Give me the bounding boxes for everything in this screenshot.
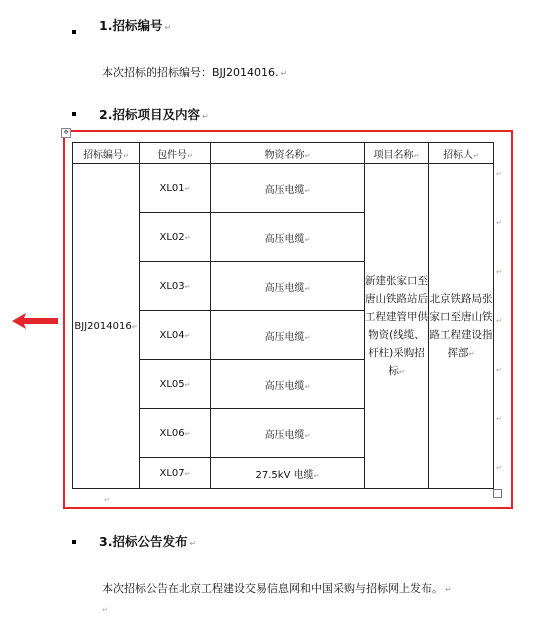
paragraph-mark: ↵: [102, 606, 108, 614]
header-project: 项目名称↵: [365, 143, 429, 164]
bullet-2: [72, 112, 76, 116]
table-header-row: [73, 143, 494, 164]
material-cell: 高压电缆↵: [211, 409, 365, 458]
bullet-3: [72, 540, 76, 544]
material-cell: 高压电缆↵: [211, 311, 365, 360]
bullet-1: [72, 30, 76, 34]
section-3-body: 本次招标公告在北京工程建设交易信息网和中国采购与招标网上发布。 ↵: [102, 582, 452, 595]
header-material: 物资名称↵: [211, 143, 365, 164]
package-cell: XL03↵: [140, 262, 211, 311]
package-cell: XL02↵: [140, 213, 211, 262]
paragraph-mark: ↵: [104, 496, 110, 504]
table-row: [73, 164, 494, 213]
project-name-cell: 新建张家口至唐山铁路站后工程建管甲供物资(线缆、杆柱)采购招标↵: [365, 164, 429, 489]
row-end-marks: ↵ ↵ ↵ ↵ ↵ ↵ ↵: [496, 170, 502, 472]
bid-table: [72, 142, 494, 489]
section-3-heading: 3.招标公告发布 ↵: [99, 534, 197, 549]
table-resize-handle-icon[interactable]: [493, 489, 502, 498]
left-arrow-icon: [12, 312, 60, 330]
header-tenderer: 招标人↵: [429, 143, 494, 164]
package-cell: XL04↵: [140, 311, 211, 360]
material-cell: 高压电缆↵: [211, 213, 365, 262]
table-move-handle-icon[interactable]: ✥: [61, 128, 71, 138]
package-cell: XL07↵: [140, 458, 211, 489]
section-1-heading: 1.招标编号 ↵: [99, 18, 172, 33]
package-cell: XL05↵: [140, 360, 211, 409]
package-cell: XL01↵: [140, 164, 211, 213]
header-bid-number: 招标编号↵: [73, 143, 140, 164]
section-1-body: 本次招标的招标编号：BJJ2014016. ↵: [102, 66, 288, 79]
package-cell: XL06↵: [140, 409, 211, 458]
bid-number-cell: BJJ2014016↵: [73, 164, 140, 489]
header-package: 包件号↵: [140, 143, 211, 164]
section-2-heading: 2.招标项目及内容 ↵: [99, 107, 209, 122]
material-cell: 高压电缆↵: [211, 164, 365, 213]
material-cell: 高压电缆↵: [211, 360, 365, 409]
tenderer-cell: 北京铁路局张家口至唐山铁路工程建设指挥部↵: [429, 164, 494, 489]
material-cell: 27.5kV 电缆↵: [211, 458, 365, 489]
material-cell: 高压电缆↵: [211, 262, 365, 311]
